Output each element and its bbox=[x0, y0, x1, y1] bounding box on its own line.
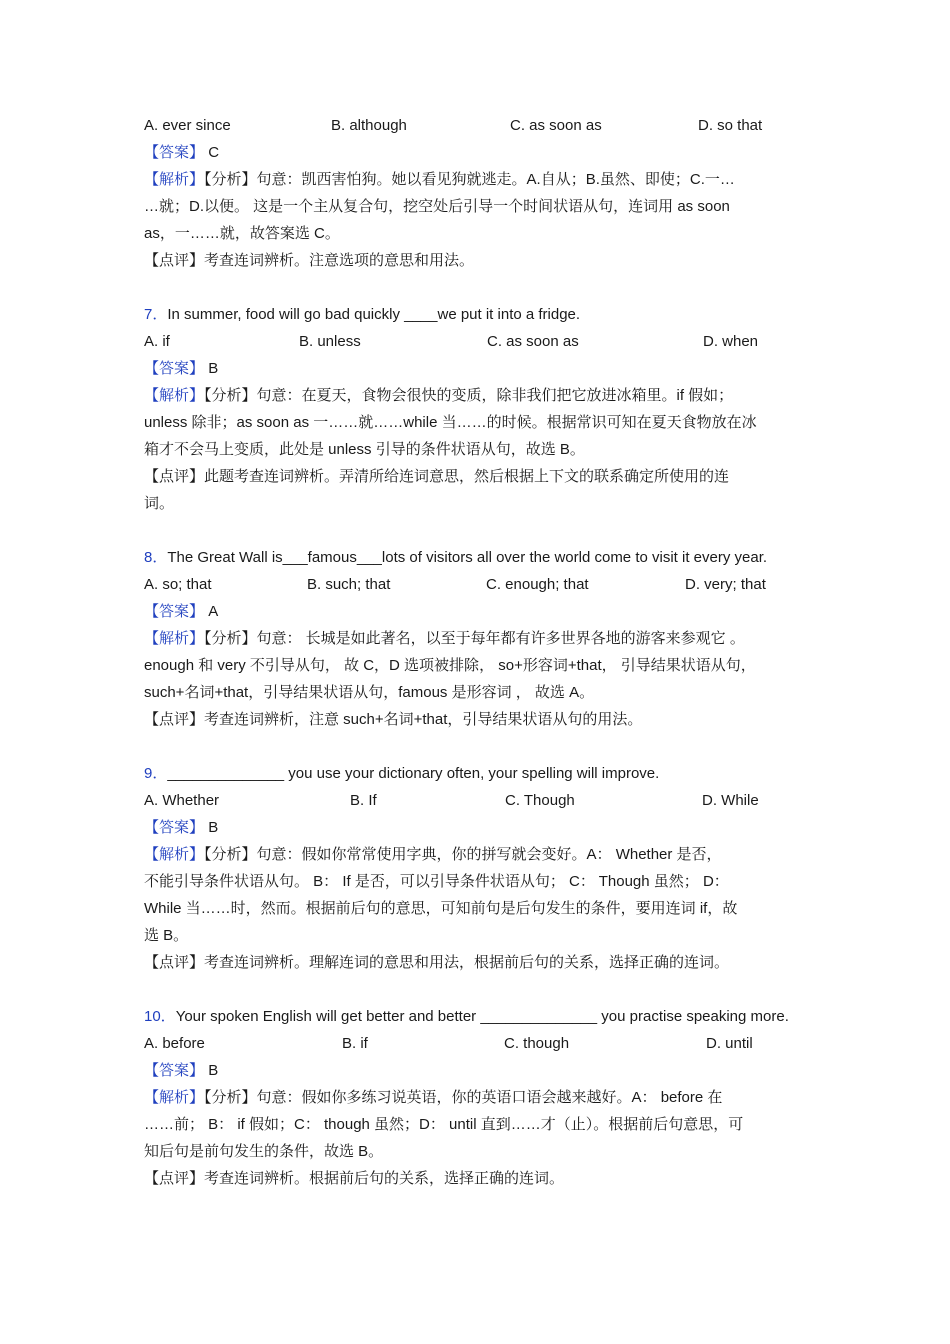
question-text: The Great Wall is___famous___lots of visitors all over the world come to visit it every year. bbox=[167, 549, 768, 566]
q6-analysis-line-3: as，一……就，故答案选 C。 bbox=[144, 225, 340, 242]
answer-value: A bbox=[208, 603, 219, 620]
analysis-text: 【分析】句意： 长城是如此著名，以至于每年都有许多世界各地的游客来参观它 。 bbox=[204, 630, 745, 647]
q9-option-c: C. Though bbox=[505, 792, 575, 809]
question-text: In summer, food will go bad quickly ____we put it into a fridge. bbox=[167, 306, 581, 323]
q6-comment: 【点评】考查连词辨析。注意选项的意思和用法。 bbox=[144, 252, 475, 269]
q10-analysis-line-1 bbox=[144, 1084, 814, 1111]
analysis-tag: 【解析】 bbox=[144, 1089, 205, 1106]
q6-option-a: A. ever since bbox=[144, 117, 231, 134]
q7-option-c: C. as soon as bbox=[487, 333, 579, 350]
q10-analysis-line-3: 知后句是前句发生的条件，故选 B。 bbox=[144, 1143, 384, 1160]
analysis-tag: 【解析】 bbox=[144, 171, 205, 188]
q7-comment-line-2: 词。 bbox=[144, 495, 175, 512]
q9-option-a: A. Whether bbox=[144, 792, 220, 809]
q7-analysis-line-3: 箱才不会马上变质，此处是 unless 引导的条件状语从句，故选 B。 bbox=[144, 441, 585, 458]
q8-comment: 【点评】考查连词辨析，注意 such+名词+that，引导结果状语从句的用法。 bbox=[144, 711, 643, 728]
q6-option-b: B. although bbox=[331, 117, 407, 134]
answer-value: C bbox=[208, 144, 220, 161]
q6-answer bbox=[144, 139, 814, 166]
answer-value: B bbox=[208, 360, 219, 377]
q7-comment-line-1: 【点评】此题考查连词辨析。弄清所给连词意思，然后根据上下文的联系确定所使用的连 bbox=[144, 468, 730, 485]
question-text: Your spoken English will get better and better ______________ you practise speaking more. bbox=[175, 1008, 789, 1025]
q8-option-c: C. enough; that bbox=[486, 576, 589, 593]
q9-analysis-line-4: 选 B。 bbox=[144, 927, 189, 944]
q8-option-b: B. such; that bbox=[307, 576, 391, 593]
q9-comment: 【点评】考查连词辨析。理解连词的意思和用法，根据前后句的关系，选择正确的连词。 bbox=[144, 954, 730, 971]
q9-option-b: B. If bbox=[350, 792, 377, 809]
question-text: ______________ you use your dictionary often, your spelling will improve. bbox=[167, 765, 660, 782]
analysis-text: 【分析】句意：凯西害怕狗。她以看见狗就逃走。A.自从；B.虽然、即使；C.一… bbox=[204, 171, 735, 188]
q9-question bbox=[144, 760, 814, 787]
analysis-tag: 【解析】 bbox=[144, 630, 205, 647]
q10-options bbox=[144, 1030, 814, 1057]
q7-answer bbox=[144, 355, 814, 382]
q6-option-d: D. so that bbox=[698, 117, 763, 134]
analysis-tag: 【解析】 bbox=[144, 387, 205, 404]
analysis-text: 【分析】句意：假如你常常使用字典，你的拼写就会变好。A： Whether 是否， bbox=[204, 846, 722, 863]
answer-tag: 【答案】 bbox=[144, 144, 205, 161]
q9-answer bbox=[144, 814, 814, 841]
analysis-text: 【分析】句意：假如你多练习说英语，你的英语口语会越来越好。A： before 在 bbox=[204, 1089, 723, 1106]
q9-analysis-line-1 bbox=[144, 841, 814, 868]
q7-analysis-line-2: unless 除非；as soon as 一……就……while 当……的时候。根据常识可知在夏天食物放在冰 bbox=[144, 414, 757, 431]
analysis-tag: 【解析】 bbox=[144, 846, 205, 863]
q10-question bbox=[144, 1003, 814, 1030]
answer-tag: 【答案】 bbox=[144, 1062, 205, 1079]
q10-answer bbox=[144, 1057, 814, 1084]
q8-analysis-line-2: enough 和 very 不引导从句， 故 C，D 选项被排除， so+形容词+that， 引导结果状语从句， bbox=[144, 657, 756, 674]
answer-tag: 【答案】 bbox=[144, 360, 205, 377]
q9-analysis-line-3: While 当……时，然而。根据前后句的意思，可知前句是后句发生的条件，要用连词 if，故 bbox=[144, 900, 738, 917]
answer-value: B bbox=[208, 819, 219, 836]
q8-question bbox=[144, 544, 814, 571]
question-number: 8． bbox=[144, 549, 168, 566]
q9-analysis-line-2: 不能引导条件状语从句。 B： If 是否，可以引导条件状语从句； C： Though 虽然； D： bbox=[144, 873, 729, 890]
q8-option-d: D. very; that bbox=[685, 576, 766, 593]
q10-option-b: B. if bbox=[342, 1035, 368, 1052]
q8-analysis-line-3: such+名词+that，引导结果状语从句，famous 是形容词 ， 故选 A。 bbox=[144, 684, 595, 701]
q6-options bbox=[144, 112, 814, 139]
q6-option-c: C. as soon as bbox=[510, 117, 602, 134]
document-page bbox=[144, 112, 814, 1192]
q7-option-a: A. if bbox=[144, 333, 170, 350]
question-number: 10． bbox=[144, 1008, 176, 1025]
q8-answer bbox=[144, 598, 814, 625]
q8-analysis-line-1 bbox=[144, 625, 814, 652]
q7-option-d: D. when bbox=[703, 333, 759, 350]
q8-option-a: A. so; that bbox=[144, 576, 212, 593]
q10-option-d: D. until bbox=[706, 1035, 753, 1052]
q7-question bbox=[144, 301, 814, 328]
question-number: 7． bbox=[144, 306, 168, 323]
q7-options bbox=[144, 328, 814, 355]
q10-option-c: C. though bbox=[504, 1035, 570, 1052]
q7-option-b: B. unless bbox=[299, 333, 361, 350]
analysis-text: 【分析】句意：在夏天，食物会很快的变质，除非我们把它放进冰箱里。if 假如； bbox=[204, 387, 734, 404]
q10-analysis-line-2: ……前； B： if 假如；C： though 虽然；D： until 直到……才（止）。根据前后句意思，可 bbox=[144, 1116, 744, 1133]
q7-analysis-line-1 bbox=[144, 382, 814, 409]
q9-options bbox=[144, 787, 814, 814]
q9-option-d: D. While bbox=[702, 792, 759, 809]
q10-comment: 【点评】考查连词辨析。根据前后句的关系，选择正确的连词。 bbox=[144, 1170, 565, 1187]
q10-option-a: A. before bbox=[144, 1035, 205, 1052]
question-number: 9． bbox=[144, 765, 168, 782]
answer-tag: 【答案】 bbox=[144, 603, 205, 620]
answer-value: B bbox=[208, 1062, 219, 1079]
q8-options bbox=[144, 571, 814, 598]
q6-analysis-line-2: …就；D.以便。 这是一个主从复合句，挖空处后引导一个时间状语从句，连词用 as soon bbox=[144, 198, 730, 215]
q6-analysis-line-1 bbox=[144, 166, 814, 193]
answer-tag: 【答案】 bbox=[144, 819, 205, 836]
